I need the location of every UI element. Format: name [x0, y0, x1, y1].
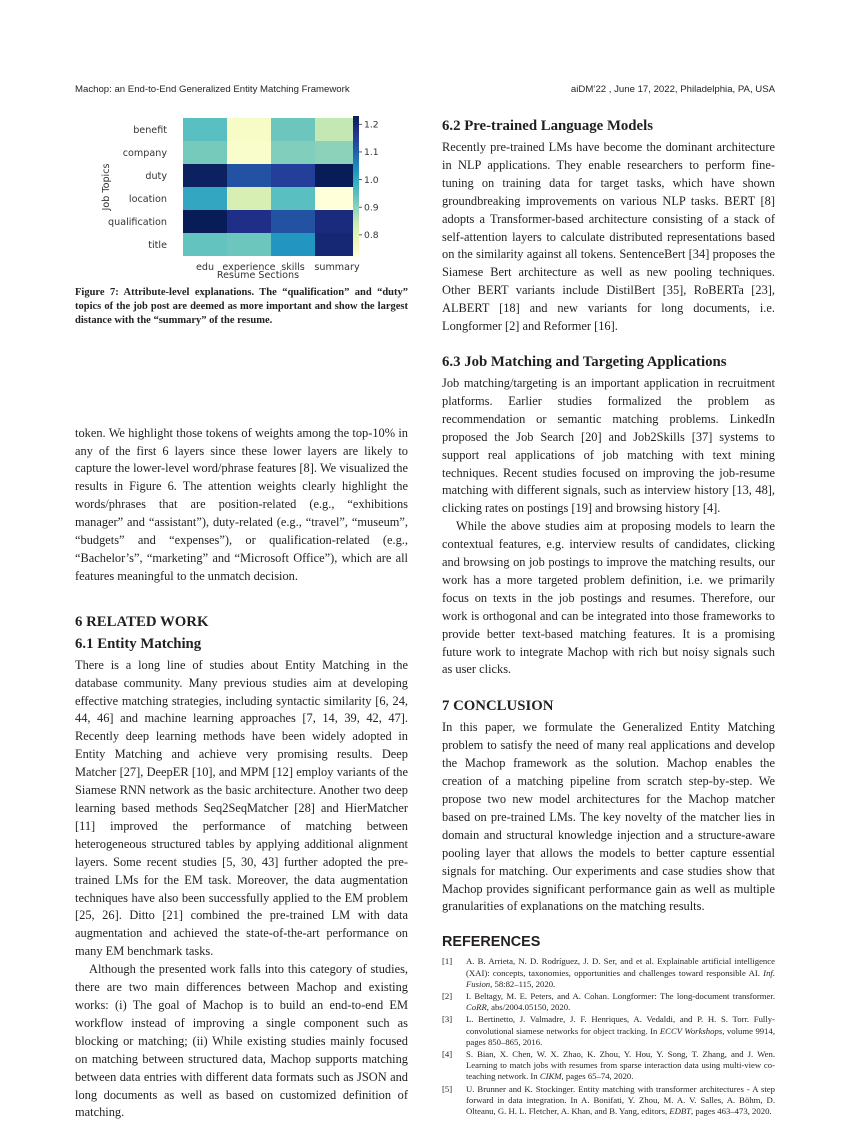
column-label-edu: edu: [195, 262, 215, 273]
references-title: REFERENCES: [442, 934, 541, 951]
reference-number: [2]: [442, 990, 453, 1001]
reference-venue: Inf. Fusion: [466, 967, 775, 989]
reference-item: [442, 1049, 775, 1083]
reference-number: [5]: [442, 1083, 453, 1094]
section-6-title: 6 RELATED WORK: [75, 613, 209, 630]
left-column: [75, 112, 408, 1122]
row-label-location: location: [128, 194, 167, 205]
heatmap-cell-benefit-experience: [227, 118, 271, 141]
reference-item: [442, 991, 775, 1013]
row-label-duty: duty: [145, 171, 167, 182]
heatmap-cell-qualification-edu: [183, 210, 227, 233]
reference-item: [442, 1084, 775, 1118]
colorbar-tick-label: 0.9: [364, 202, 379, 214]
reference-text: L. Bertinetto, J. Valmadre, J. F. Henriques, A. Vedaldi, and P. H. S. Torr. Fully-convolutional siamese networks for object tracking. In: [466, 1014, 775, 1036]
paragraph-pretrained-lm: Recently pre-trained LMs have become the dominant architecture in NLP applications. They enable researchers to perform fine-tuning on training data for target tasks, which have shown groundbreaking improvements on various NLP tasks. BERT [8] adopts a Transformer-based architecture consisting of a stack of self-attention layers to calculate distributed representations based on the similarity against all tokens. SentenceBert [34] proposes the Siamese Bert architecture as well as new pooling techniques. Other BERT variants include DistilBert [35], RoBERTa [23], ALBERT [18] and new variants for long documents, i.e. Longformer [2] and Reformer [16].: [442, 140, 775, 334]
heatmap-cell-title-skills: [271, 233, 315, 256]
reference-details: , pages 65–74, 2020.: [561, 1071, 634, 1082]
reference-number: [3]: [442, 1014, 453, 1025]
reference-text: U. Brunner and K. Stockinger. Entity matching with transformer architectures - A step forward in data integration. In A. Bonifati, Y. Zhou, M. A. V. Salles, A. Böhm, D. Olteanu, G. H. L. Fletcher, A. Khan, and B. Yang, editors,: [466, 1083, 775, 1116]
row-label-title: title: [148, 240, 167, 251]
reference-details: , volume 9914, pages 850–865, 2016.: [466, 1025, 775, 1047]
heatmap-cell-location-skills: [271, 187, 315, 210]
y-axis-label: Job Topics: [101, 163, 112, 211]
row-label-company: company: [122, 148, 167, 159]
references-list: [442, 956, 775, 1117]
heatmap-cell-title-edu: [183, 233, 227, 256]
reference-item: [442, 1014, 775, 1048]
reference-details: , pages 463–473, 2020.: [691, 1105, 772, 1116]
paragraph-differences: Although the presented work falls into this category of studies, there are two main differences between Machop and existing works: (i) The goal of Machop is to build an end-to-end EM workflow instead of improving a single component such as blocking or matching; (ii) While existing studies mainly focused on matching between structured data, Machop supports matching between data entries with different data formats such as JSON and long documents as well as based on customized definition of matching.: [75, 962, 408, 1120]
colorbar-tick-label: 0.8: [364, 230, 379, 242]
heatmap-cell-title-experience: [227, 233, 271, 256]
figure-7: [75, 112, 408, 282]
heatmap-cell-title-summary: [315, 233, 359, 256]
reference-item: [442, 956, 775, 990]
row-label-qualification: qualification: [108, 217, 167, 228]
section-6-3-title: 6.3 Job Matching and Targeting Applications: [442, 353, 727, 370]
column-label-summary: summary: [314, 262, 360, 273]
column-label-experience: experience: [222, 262, 276, 273]
heatmap-chart: [75, 112, 408, 284]
reference-text: I. Beltagy, M. E. Peters, and A. Cohan. Longformer: The long-document transformer.: [466, 990, 775, 1001]
heatmap-cell-benefit-summary: [315, 118, 359, 141]
colorbar: [353, 116, 359, 257]
heatmap-cell-location-edu: [183, 187, 227, 210]
section-7-title: 7 CONCLUSION: [442, 698, 554, 715]
colorbar-tick-label: 1.1: [364, 147, 379, 159]
paragraph-job-matching: Job matching/targeting is an important application in recruitment platforms. Earlier studies formalized the problem as recommendation or semantic matching problems. LinkedIn proposed the Job Search [20] and Job2Skills [37] systems to support real applications of job matching with text mining techniques. Recent studies focused on improving the job-resume matching with different signals, such as interview history [13, 48], clicking rates on postings [19] and browsing history [4].: [442, 375, 775, 516]
paragraph-entity-matching: There is a long line of studies about Entity Matching in the database community. Many previous studies aim at developing effective matching strategies, including syntactic similarity [6, 24, 44, 46] and machine learning approaches [7, 14, 39, 42, 47]. Recently deep learning methods have been widely adopted in Entity Matching and achieve very promising results. Deep Matcher [27], DeepER [10], and MPM [12] employ variants of the Siamese RNN network as the basic architecture. Another two deep learning based methods Seq2SeqMatcher [28] and HierMatcher [11] improved the performance of matching between heterogeneous structured tables by applying additional alignment layers. Some recent studies [5, 30, 43] further adopted the pre-trained LMs for the EM task. Moreover, the data augmentation techniques have also been successfully applied to the EM problem [25, 26]. Ditto [21] combined the pre-trained LM with data augmentation and achieved the state-of-the-art performance on many EM benchmark tasks.: [75, 657, 408, 959]
heatmap-cell-company-skills: [271, 141, 315, 164]
reference-text: S. Bian, X. Chen, W. X. Zhao, K. Zhou, Y. Hou, Y. Song, T. Zhang, and J. Wen. Learning to match jobs with resumes from sparse interaction data using multi-view co-teaching network. In: [466, 1048, 775, 1082]
section-6-1-title: 6.1 Entity Matching: [75, 635, 202, 652]
section-6-2-title: 6.2 Pre-trained Language Models: [442, 118, 653, 134]
reference-details: , abs/2004.05150, 2020.: [486, 1002, 571, 1013]
heatmap-cell-company-edu: [183, 141, 227, 164]
heatmap-cell-benefit-edu: [183, 118, 227, 141]
heatmap-cell-company-summary: [315, 141, 359, 164]
reference-venue: CIKM: [539, 1071, 562, 1082]
reference-venue: EDBT: [669, 1105, 692, 1116]
heatmap-cell-duty-summary: [315, 164, 359, 187]
reference-venue: CoRR: [466, 1002, 487, 1013]
colorbar-tick-label: 1.0: [364, 174, 379, 186]
heatmap-cell-qualification-experience: [227, 210, 271, 233]
heatmap-cell-location-summary: [315, 187, 359, 210]
figure-caption: Figure 7: Attribute-level explanations. The “qualification” and “duty” topics of the job post are deemed as more important and show the largest distance with the “summary” of the resume.: [75, 287, 408, 327]
reference-venue: ECCV Workshops: [659, 1025, 723, 1036]
heatmap-cell-qualification-skills: [271, 210, 315, 233]
heatmap-cell-duty-edu: [183, 164, 227, 187]
heatmap-cell-location-experience: [227, 187, 271, 210]
heatmap-cell-benefit-skills: [271, 118, 315, 141]
running-head-left: Machop: an End-to-End Generalized Entity Matching Framework: [75, 84, 350, 95]
paragraph-conclusion: In this paper, we formulate the Generalized Entity Matching problem to satisfy the need of many real applications and develop the Machop framework as the solution. Machop enables the creation of a matching pipeline from scratch step-by-step. We propose two new model architectures for the Machop matcher based on pre-trained LMs. The key novelty of the matcher lies in domain and structural knowledge injection and a structure-aware pooling layer that allows the models to better capture essential signals for matching. Our experiments and case studies show that Machop provides significant performance gain as well as multiple granularities of explanations on the matching results.: [442, 720, 775, 914]
heatmap-cell-duty-experience: [227, 164, 271, 187]
colorbar-tick-label: 1.2: [364, 119, 379, 131]
x-axis-label: Resume Sections: [216, 270, 300, 281]
reference-number: [1]: [442, 956, 453, 967]
row-label-benefit: benefit: [133, 125, 167, 136]
heatmap-cell-qualification-summary: [315, 210, 359, 233]
running-head-right: aiDM’22 , June 17, 2022, Philadelphia, PA, USA: [570, 84, 775, 95]
right-column: [442, 116, 775, 1118]
paragraph-contextual-features: While the above studies aim at proposing models to learn the contextual features, e.g. interview results of candidates, clicking and browsing on job postings to improve the matching results, our work has a more targeted problem definition, i.e. we primarily focus on texts in the job postings and resumes. Therefore, our work is orthogonal and can be integrated into those frameworks to provide better text-based matching features. It is a promising future work to integrate Machop with rich but noisy signals such as user clicks.: [442, 519, 775, 677]
reference-number: [4]: [442, 1048, 453, 1059]
paragraph-token: token. We highlight those tokens of weights among the top-10% in any of the first 6 layers since these lower layers are likely to capture the lower-level word/phrase features [8]. We visualized the results in Figure 6. The attention weights clearly highlight the words/phrases that are position-related (e.g., “exhibitions manager” and “assistant”), duty-related (e.g., “travel”, “museum”, “budgets” and “expenses”), or qualification-related (e.g., “Bachelor’s”, “marketing” and “Microsoft Office”), which are all features meaningful to the unmatch decision.: [75, 425, 408, 583]
column-label-skills: skills: [281, 262, 305, 273]
heatmap-cell-company-experience: [227, 141, 271, 164]
reference-details: , 58:82–115, 2020.: [490, 978, 556, 989]
reference-text: A. B. Arrieta, N. D. Rodríguez, J. D. Ser, and et al. Explainable artificial intelligence (XAI): concepts, taxonomies, opportunities and challenges toward responsible AI.: [466, 956, 775, 978]
heatmap-cell-duty-skills: [271, 164, 315, 187]
